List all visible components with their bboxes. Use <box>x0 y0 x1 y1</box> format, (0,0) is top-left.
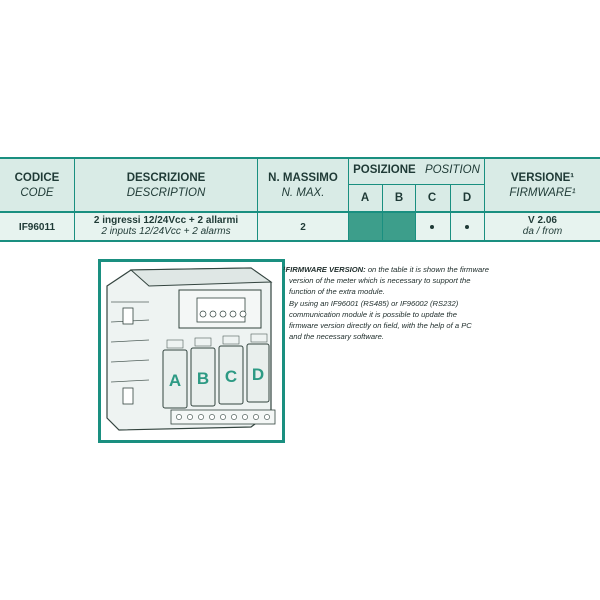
firmware-note-line: and the necessary software. <box>289 332 384 342</box>
row-description <box>75 215 257 237</box>
firmware-note-line: communication module it is possible to update the <box>289 309 458 319</box>
row-version-note: da / from <box>522 226 563 237</box>
position-c-dot <box>430 225 434 229</box>
position-letter-b: B <box>394 192 404 204</box>
row-version-value: V 2.06 <box>528 215 557 226</box>
row-description-en: 2 inputs 12/24Vcc + 2 alarms <box>101 226 231 237</box>
firmware-note-first-line <box>283 264 509 275</box>
row-code: IF96011 <box>18 222 56 233</box>
slot-label-c: C <box>224 367 238 386</box>
slot-label-d: D <box>251 365 265 384</box>
module-table <box>0 157 600 241</box>
header-code <box>0 171 74 201</box>
header-version-it: VERSIONE¹ <box>510 172 575 184</box>
firmware-note-title: FIRMWARE VERSION: <box>285 265 366 274</box>
header-description-it: DESCRIZIONE <box>126 172 206 184</box>
table-top-rule <box>0 157 600 159</box>
header-description-en: DESCRIPTION <box>126 187 206 199</box>
firmware-note-line: By using an IF96001 (RS485) or IF96002 (RS232) <box>289 298 459 308</box>
header-bottom-rule <box>0 211 600 213</box>
header-position-it: POSIZIONE <box>353 164 416 176</box>
header-max <box>258 171 348 201</box>
header-position <box>349 163 484 178</box>
firmware-note-line: function of the extra module. <box>289 287 385 297</box>
slot-label-a: A <box>168 371 182 390</box>
firmware-note-line: on the table it is shown the firmware <box>367 265 489 274</box>
header-code-it: CODICE <box>14 172 60 184</box>
column-divider <box>382 184 383 241</box>
header-code-en: CODE <box>20 187 54 199</box>
firmware-note-line: version of the meter which is necessary to support the <box>289 276 471 286</box>
meter-drawing <box>101 262 282 440</box>
column-divider <box>450 184 451 241</box>
position-letter-c: C <box>427 192 437 204</box>
row-version <box>485 215 600 237</box>
slot-label-b: B <box>196 369 210 388</box>
header-max-en: N. MAX. <box>281 187 325 199</box>
position-d-dot <box>465 225 469 229</box>
position-letter-a: A <box>360 192 370 204</box>
firmware-note-line: firmware version directly on field, with the help of a PC <box>289 321 472 331</box>
column-divider <box>415 184 416 241</box>
row-description-it: 2 ingressi 12/24Vcc + 2 allarmi <box>93 215 239 226</box>
header-version-en: FIRMWARE¹ <box>509 187 576 199</box>
firmware-note-marker: ¹ <box>283 265 286 274</box>
row-max: 2 <box>300 222 306 233</box>
table-bottom-rule <box>0 240 600 242</box>
header-position-en: POSITION <box>424 164 480 176</box>
meter-illustration <box>98 259 285 443</box>
header-description <box>75 171 257 201</box>
position-sub-rule <box>348 184 484 185</box>
position-letter-d: D <box>462 192 472 204</box>
header-version <box>485 171 600 201</box>
header-max-it: N. MASSIMO <box>268 172 338 184</box>
firmware-note <box>283 264 509 342</box>
